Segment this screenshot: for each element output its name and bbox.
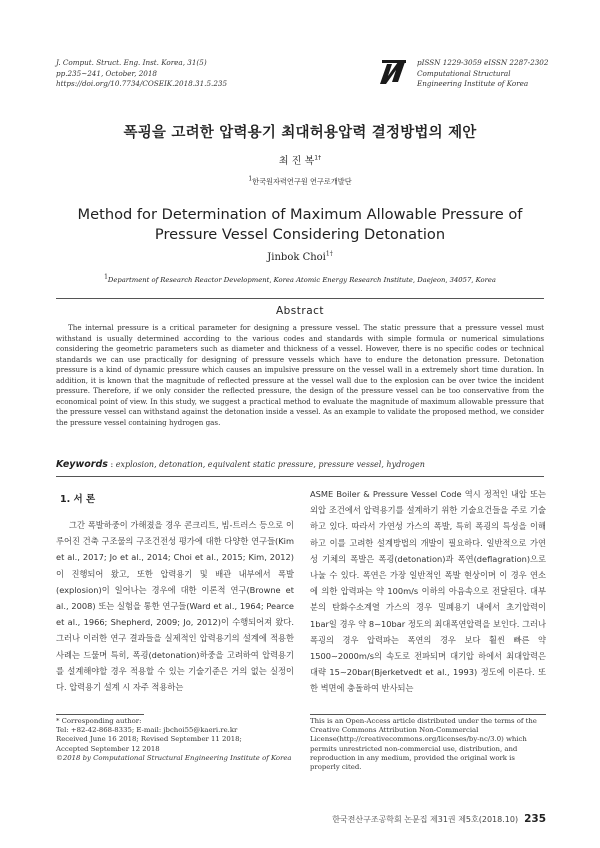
footnote-line: Accepted September 12 2018 (56, 744, 160, 753)
publisher-line: Engineering Institute of Korea (417, 79, 529, 88)
footnote-line: * Corresponding author: (56, 717, 142, 725)
english-author (0, 252, 600, 263)
english-author-name: Jinbok Choi (267, 252, 326, 263)
footnote-rule (56, 714, 144, 715)
footer-journal: 한국전산구조공학회 논문집 제31권 제5호(2018.10) (332, 815, 519, 824)
section-heading: 1. 서 론 (60, 494, 96, 505)
english-affiliation (0, 273, 600, 284)
publisher-line: Computational Structural (417, 68, 511, 78)
issn-line: pISSN 1229-3059 eISSN 2287-2302 (417, 58, 549, 67)
body-paragraph: ASME Boiler & Pressure Vessel Code 역시 정적인 내압 또는 외압 조건에서 압력용기를 설계하기 위한 기술요건들을 주로 기술하고 있다. 따라서 가연성 가스의 폭발, 특히 폭굉의 특성을 이해하고 이를 고려한 설계방법의 개발이 필요하다. 일반적으로 가연성 기체의 폭발은 폭굉(detonation)과 폭연(deflagration)으로 나눌 수 있다. 폭연은 가장 일반적인 폭발 현상이며 이 경우 연소에 의한 압력파는 약 100m/s 이하의 아음속으로 전달된다. 대부분의 탄화수소계열 가스의 경우 밀폐용기 내에서 초기압력이 1bar일 경우 약 8~10bar 정도의 최대폭연압력을 보인다. 그러나 폭굉의 경우 압력파는 폭연의 경우 보다 훨씬 빠른 약 1500~2000m/s의 속도로 전파되며 대기압 하에서 최대압력은 대략 15~20bar(Bjerketvedt et al., 1993) 정도에 이른다. 또한 벽면에 충돌하여 반사되는 (310, 489, 546, 694)
korean-author-name: 최 진 복 (278, 156, 315, 167)
footnote-rule (310, 714, 546, 715)
keywords-separator: : (107, 460, 116, 469)
page-number: 235 (524, 813, 546, 825)
journal-citation-line: pp.235~241, October, 2018 (56, 68, 158, 78)
author-sup: 1† (314, 154, 322, 162)
body-paragraph: 그간 폭발하중이 가해졌을 경우 콘크리트, 빔-트러스 등으로 이루어진 건축 구조물의 구조건전성 평가에 대한 다양한 연구들(Kim et al., 2017; Jo et al., 2014; Choi et al., 2015; Kim, 2012)이 진행되어 왔고, 또한 압력용기 및 배관 내부에서 폭발(explosion)이 일어나는 경우에 대한 이론적 연구(Browne et al., 2008) 또는 실험을 통한 연구들(Ward et al., 1964; Pearce et al., 1966; Shepherd, 2009; Jo, 2012)이 수행되어져 왔다. 그러나 이러한 연구 결과들을 실제적인 압력용기의 설계에 적용한 사례는 드물며 특히, 폭굉(detonation)하중을 고려하여 압력용기를 설계해야할 경우 적용할 수 있는 기술기준은 거의 없는 실정이다. 압력용기 설계 시 자주 적용하는 (56, 520, 294, 693)
affiliation-sup: 1 (104, 273, 108, 281)
copyright-line: ©2018 by Computational Structural Engineering Institute of Korea (56, 753, 292, 762)
english-title-line: Method for Determination of Maximum Allowable Pressure of (77, 206, 523, 223)
korean-affiliation-text: 한국원자력연구원 연구로개발단 (252, 177, 352, 186)
society-logo-icon (378, 58, 408, 86)
abstract-top-rule (56, 298, 544, 299)
english-title (40, 205, 560, 245)
abstract-heading: Abstract (275, 305, 325, 317)
doi-link[interactable]: https://doi.org/10.7734/COSEIK.2018.31.5.235 (56, 79, 228, 88)
keywords-text: explosion, detonation, equivalent static pressure, pressure vessel, hydrogen (115, 460, 425, 469)
footnote-contact: Tel: +82-42-868-8335; E-mail: jbchoi55@kaeri.re.kr (56, 726, 238, 735)
journal-citation (56, 58, 227, 90)
page-footer (330, 813, 546, 825)
footnote-line: Received June 16 2018; Revised September 11 2018; (56, 735, 242, 744)
keywords-bottom-rule (56, 476, 544, 477)
right-column (310, 486, 546, 697)
left-column (56, 517, 294, 695)
abstract-text: The internal pressure is a critical parameter for designing a pressure vessel. The static pressure that a pressure vessel must withstand is usually determined according to the various codes and standards with simple formula or numerical simulations considering the geometric parameters such as diameter and thickness of a vessel. However, there is no specific codes or technical standards we can use practically for designing of pressure vessels which have to endure the detonation pressure. Detonation pressure is a kind of dynamic pressure which causes an impulsive pressure on the vessel wall in a extremely short time duration. In addition, it is known that the magnitude of reflected pressure at the vessel wall due to the explosion can be over twice the incident pressure. Therefore, if we only consider the reflected pressure, the design of the pressure vessel can be too conservative from the economical point of view. In this study, we suggest a practical method to evaluate the magnitude of maximum allowable pressure that the pressure vessel can withstand against the detonation inside a vessel. As an example to validate the proposed method, we consider the pressure vessel containing hydrogen gas. (56, 323, 544, 427)
affiliation-sup: 1 (248, 175, 253, 183)
keywords-label: Keywords (56, 459, 108, 470)
english-title-line: Pressure Vessel Considering Detonation (154, 226, 446, 243)
korean-author (0, 152, 600, 167)
korean-affiliation (0, 177, 600, 187)
issn-block (417, 58, 548, 90)
license-note: This is an Open-Access article distributed under the terms of the Creative Commons Attribution Non-Commercial License(http://creativecommons.org/licenses/by-nc/3.0) which permits unrestricted non-commercial use, distribution, and reproduction in any medium, provided the original work is properly cited. (310, 717, 537, 772)
journal-citation-line: J. Comput. Struct. Eng. Inst. Korea, 31(5) (56, 58, 207, 67)
keywords (56, 459, 544, 470)
author-sup: 1† (325, 250, 333, 258)
english-affiliation-text: Department of Research Reactor Development, Korea Atomic Energy Research Institute, Daejeon, 34057, Korea (107, 276, 496, 284)
korean-title: 폭굉을 고려한 압력용기 최대허용압력 결정방법의 제안 (123, 125, 477, 141)
corresponding-author-note (56, 717, 296, 763)
